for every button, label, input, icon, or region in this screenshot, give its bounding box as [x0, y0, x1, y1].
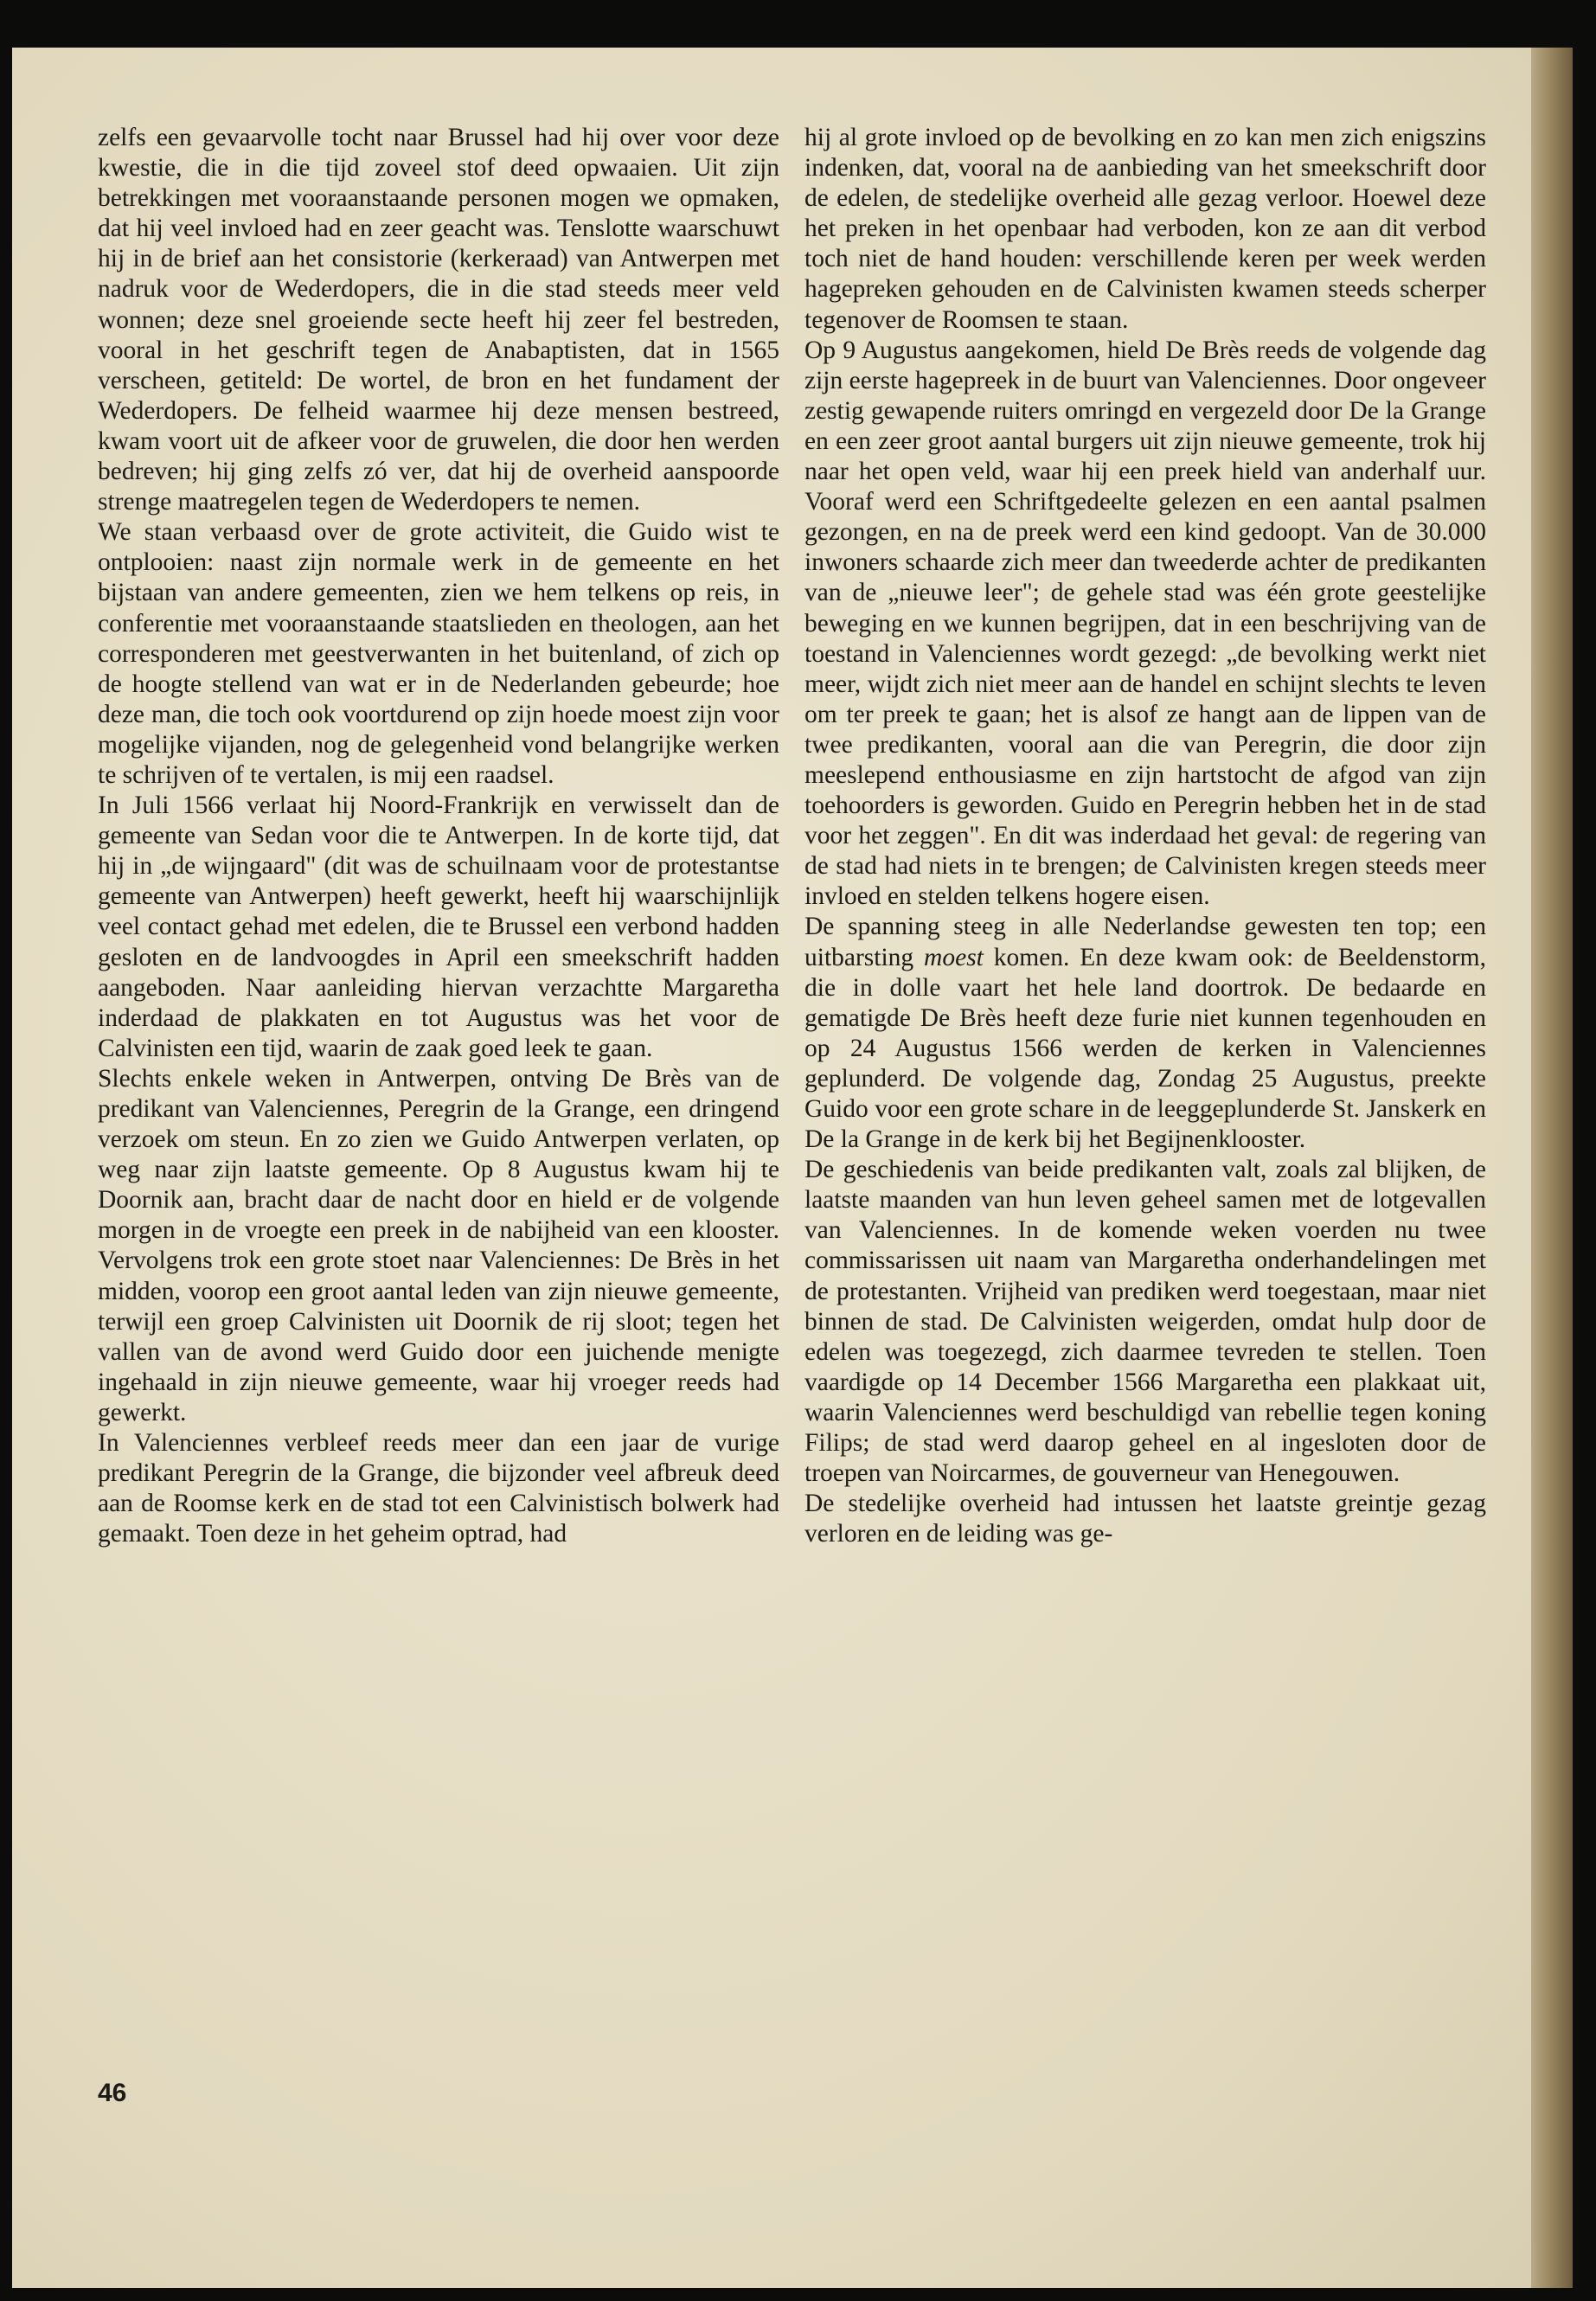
right-column: [804, 123, 1486, 1549]
left-column: [98, 123, 779, 1549]
paragraph: We staan verbaasd over de grote activiteit, die Guido wist te ontplooien: naast zijn normale werk in de gemeente en het bijstaan van andere gemeenten, zien we hem telkens op reis, in conferentie met vooraanstaande staatslieden en theologen, aan het corresponderen met geestverwanten in het buitenland, of zich op de hoogte stellend van wat er in de Nederlanden gebeurde; hoe deze man, die toch ook voortdurend op zijn hoede moest zijn voor mogelijke vijanden, nog de gelegenheid vond belangrijke werken te schrijven of te vertalen, is mij een raadsel.: [98, 518, 779, 789]
emphasized-word: moest: [924, 943, 984, 971]
paragraph: zelfs een gevaarvolle tocht naar Brussel had hij over voor deze kwestie, die in die tijd zoveel stof deed opwaaien. Uit zijn betrekkingen met vooraanstaande personen mogen we opmaken, dat hij veel invloed had en zeer geacht was. Tenslotte waarschuwt hij in de brief aan het consistorie (kerkeraad) van Antwerpen met nadruk voor de Wederdopers, die in die stad steeds meer veld wonnen; deze snel groeiende secte heeft hij zeer fel bestreden, vooral in het geschrift tegen de Anabaptisten, dat in 1565 verscheen, getiteld: De wortel, de bron en het fundament der Wederdopers. De felheid waarmee hij deze mensen bestreed, kwam voort uit de afkeer voor de gruwelen, die door hen werden bedreven; hij ging zelfs zó ver, dat hij de overheid aanspoorde strenge maatregelen tegen de Wederdopers te nemen.: [98, 124, 779, 516]
paragraph: De geschiedenis van beide predikanten valt, zoals zal blijken, de laatste maanden van hun leven geheel samen met de lotgevallen van Valenciennes. In de komende weken voerden nu twee commissarissen uit naam van Margaretha onderhandelingen met de protestanten. Vrijheid van prediken werd toegestaan, maar niet binnen de stad. De Calvinisten weigerden, omdat hulp door de edelen was toegezegd, zich daarmee tevreden te stellen. Toen vaardigde op 14 December 1566 Margaretha een plakkaat uit, waarin Valenciennes werd beschuldigd van rebellie tegen koning Filips; de stad werd daarop geheel en al ingesloten door de troepen van Noircarmes, de gouverneur van Henegouwen.: [804, 1156, 1486, 1488]
book-spine: [1531, 48, 1573, 2288]
page-number: 46: [98, 2079, 127, 2107]
paragraph-with-emphasis: [804, 912, 1486, 1155]
paragraph: Slechts enkele weken in Antwerpen, ontving De Brès van de predikant van Valenciennes, Peregrin de la Grange, een dringend verzoek om steun. En zo zien we Guido Antwerpen verlaten, op weg naar zijn laatste gemeente. Op 8 Augustus kwam hij te Doornik aan, bracht daar de nacht door en hield er de volgende morgen in de vroegte een preek in de nabijheid van een klooster. Vervolgens trok een grote stoet naar Valenciennes: De Brès in het midden, voorop een groot aantal leden van zijn nieuwe gemeente, terwijl een groep Calvinisten uit Doornik de rij sloot; tegen het vallen van de avond werd Guido door een juichende menigte ingehaald in zijn nieuwe gemeente, waar hij vroeger reeds had gewerkt.: [98, 1064, 779, 1426]
paragraph: In Valenciennes verbleef reeds meer dan een jaar de vurige predikant Peregrin de la Grange, die bijzonder veel afbreuk deed aan de Roomse kerk en de stad tot een Calvinistisch bolwerk had gemaakt. Toen deze in het geheim optrad, had: [98, 1429, 779, 1548]
paragraph: De stedelijke overheid had intussen het laatste greintje gezag verloren en de leiding was ge-: [804, 1490, 1486, 1548]
paragraph: In Juli 1566 verlaat hij Noord-Frankrijk en verwisselt dan de gemeente van Sedan voor die te Antwerpen. In de korte tijd, dat hij in „de wijngaard" (dit was de schuilnaam voor de protestantse gemeente van Antwerpen) heeft gewerkt, heeft hij waarschijnlijk veel contact gehad met edelen, die te Brussel een verbond hadden gesloten en de landvoogdes in April een smeekschrift hadden aangeboden. Naar aanleiding hiervan verzachtte Margaretha inderdaad de plakkaten en tot Augustus was het voor de Calvinisten een tijd, waarin de zaak goed leek te gaan.: [98, 792, 779, 1062]
text-run: komen. En deze kwam ook: de Beeldenstorm, die in dolle vaart het hele land doortrok. De bedaarde en gematigde De Brès heeft deze furie niet kunnen tegenhouden en op 24 Augustus 1566 werden de kerken in Valenciennes geplunderd. De volgende dag, Zondag 25 Augustus, preekte Guido voor een grote schare in de leeggeplunderde St. Janskerk en De la Grange in de kerk bij het Begijnenklooster.: [804, 943, 1486, 1154]
paragraph: Op 9 Augustus aangekomen, hield De Brès reeds de volgende dag zijn eerste hagepreek in de buurt van Valenciennes. Door ongeveer zestig gewapende ruiters omringd en vergezeld door De la Grange en een zeer groot aantal burgers uit zijn nieuwe gemeente, trok hij naar het open veld, waar hij een preek hield van anderhalf uur. Vooraf werd een Schriftgedeelte gelezen en een aantal psalmen gezongen, en na de preek werd een kind gedoopt. Van de 30.000 inwoners schaarde zich meer dan tweederde achter de predikanten van de „nieuwe leer"; de gehele stad was één grote geestelijke beweging en we kunnen begrijpen, dat in een beschrijving van de toestand in Valenciennes wordt gezegd: „de bevolking werkt niet meer, wijdt zich niet meer aan de handel en schijnt slechts te leven om ter preek te gaan; het is alsof ze hangt aan de lippen van de twee predikanten, vooral aan die van Peregrin, die door zijn meeslepend enthousiasme en zijn hartstocht de afgod van zijn toehoorders is geworden. Guido en Peregrin hebben het in de stad voor het zeggen". En dit was inderdaad het geval: de regering van de stad had niets in te brengen; de Calvinisten kregen steeds meer invloed en stelden telkens hogere eisen.: [804, 336, 1486, 911]
paragraph: hij al grote invloed op de bevolking en zo kan men zich enigszins indenken, dat, vooral na de aanbieding van het smeekschrift door de edelen, de stedelijke overheid alle gezag verloor. Hoewel deze het preken in het openbaar had verboden, kon ze aan dit verbod toch niet de hand houden: verschillende keren per week werden hagepreken gehouden en de Calvinisten kwamen steeds scherper tegenover de Roomsen te staan.: [804, 124, 1486, 334]
text-run: De spanning steeg in alle Nederlandse gewesten ten top; een uitbarsting: [804, 913, 1486, 971]
